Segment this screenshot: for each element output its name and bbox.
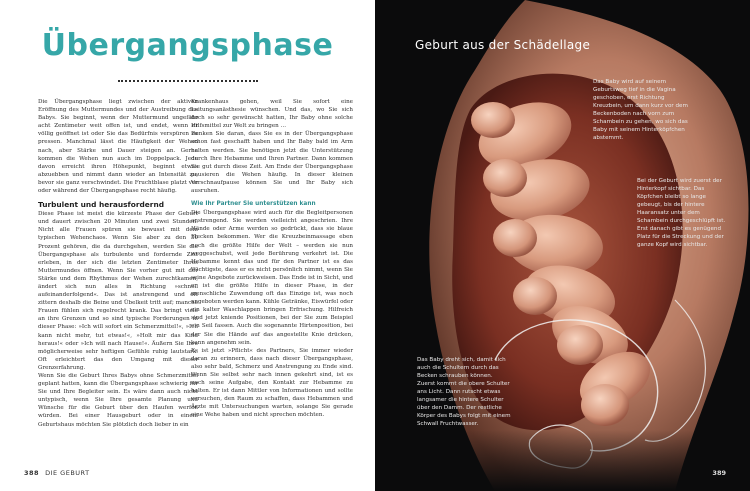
baby-head-6 [581, 384, 629, 426]
paragraph: Diese Phase ist meist die kürzeste Phase der Geburt und dauert zwischen 20 Minuten und zwei Stunden. Nicht alle Frauen spüren sie bewusst mit dem typischen Wehenchaos. Wenn Sie aber zu den 30 Prozent gehören, die da durchgehen, werden Sie die Übergangsphase als turbulente und fordernde Zeit erleben, in der sich die letzten Zentimeter Ihres Muttermundes öffnen. Wenn Sie vorher gut mit der Stärke und dem Rhythmus der Wehen zurechtkamen, ändert sich nun alles in Richtung »schnell aufeinanderfolgend«. Das ist anstrengend und oft zittern deshalb die Beine und Übelkeit tritt auf; manche Frauen fühlen sich regelrecht krank. Das bringt viele an ihre Grenzen und so sind typische Forderungen in dieser Phase: »Ich will sofort ein Schmerzmittel!«, »Ich kann nicht mehr, tut etwas!«, »Holt mir das Kind heraus!« oder »Ich will nach Hause!«. Äußern Sie Ihre möglicherweise sehr heftigen Gefühle ruhig lautstark. Oft erleichtert das den Umgang mit dieser Grenzerfahrung. [38, 211, 198, 371]
page-title: Übergangsphase [41, 28, 334, 63]
right-page [375, 0, 750, 491]
subheading: Turbulent und herausfordernd [38, 200, 164, 210]
illustration-title: Geburt aus der Schädellage [415, 38, 591, 52]
caption-3: Das Baby dreht sich, damit sich auch die Schultern durch das Becken schrauben können. Zuerst kommt die obere Schulter ans Licht. Dann rutscht etwas langsamer die hintere Schulter über den Damm. Der restliche Körper des Babys folgt mit einem Schwall Fruchtwasser. [417, 357, 511, 427]
subheading-small: Wie Ihr Partner Sie unterstützen kann [191, 201, 316, 208]
page-footer-left [24, 469, 90, 477]
paragraph: Es ist jetzt »Pflicht« des Partners, Sie immer wieder daran zu erinnern, dass nach dieser Übergangsphase, also sehr bald, Schmerz und Anstrengung zu Ende sind. Wenn Sie selbst sehr nach innen gekehrt sind, ist es auch seine Aufgabe, den Kontakt zur Hebamme zu halten. Er ist dann Mittler von Informationen und sollte versuchen, den Raum zu schaffen, dass Hebammen und Ärzte mit Untersuchungen warten, solange Sie gerade eine Wehe haben und nicht sprechen möchten. [191, 347, 353, 419]
baby-head-3 [493, 219, 537, 257]
paragraph: Die Übergangsphase liegt zwischen der aktiven Eröffnung des Muttermundes und der Austreibung des Babys. Sie beginnt, wenn der Muttermund ungefähr acht Zentimeter weit offen ist, und endet, wenn er völlig geöffnet ist oder Sie das Bedürfnis verspüren zu pressen. Manchmal lässt die Häufigkeit der Wehen nach, aber Stärke und Dauer steigen an. Gerne kommen die Wehen nun auch im Doppelpack. Jede davon erreicht ihren Höhepunkt, beginnt etwas abzuebben und nimmt dann wieder an Intensität zu, bevor sie ganz verschwindet. Die Fruchtblase platzt vor oder während der Übergangsphase recht häufig. [38, 99, 198, 195]
caption-2: Bei der Geburt wird zuerst der Hinterkopf sichtbar. Das Köpfchen bleibt so lange gebeugt, bis der hintere Haaransatz unter dem Schambein durchgeschlüpft ist. Erst danach gibt es genügend Platz für die Streckung und der ganze Kopf wird sichtbar. [637, 178, 726, 248]
paragraph: Die Übergangsphase wird auch für die Begleitpersonen anstrengend. Sie werden vielleicht angeschrien. Ihre Hände oder Arme werden so gedrückt, dass sie blaue Flecken bekommen. Wer die Kreuzbeinmassage eben noch die größte Hilfe der Welt – werden sie nun weggeschubst, weil jede Berührung verkehrt ist. Die Hebamme kennt das und für den Partner ist es das Wichtigste, dass er es nicht persönlich nimmt, wenn Sie seine Angebote zurückweisen. Das Ende ist in Sicht, und er ist die größte Hilfe in dieser Phase, in der menschliche Zuwendung oft das Einzige ist, was noch angeboten werden kann. Kühle Getränke, Eiswürfel oder ein kalter Waschlappen bringen Erfrischung. Hilfreich sind jetzt kniende Positionen, bei der Sie zum Beispiel ein Seil fassen. Auch die sogenannte Hirtenposition, bei der Sie die Hände auf das angestellte Knie drücken, kann angenehm sein. [191, 210, 353, 346]
page-number: 388 [24, 469, 40, 477]
text-column-left [38, 98, 198, 429]
caption-1: Das Baby wird auf seinem Geburtsweg tief in die Vagina geschoben, erst Richtung Kreuzbein, um dann kurz vor dem Beckenboden nach vorn zum Schambein zu gehen, wo sich das Baby mit seinem Hinterköpfchen abstemmt. [593, 79, 688, 141]
baby-head-5 [557, 325, 603, 365]
paragraph: Denken Sie daran, dass Sie es in der Übergangsphase schon fast geschafft haben und Ihr Baby bald im Arm halten werden. Sie benötigen jetzt die Unterstützung durch Ihre Hebamme und Ihren Partner. Dann kommen Sie gut durch diese Zeit. Am Ende der Übergangsphase pausieren die Wehen häufig. In dieser kleinen Verschnaufpause können Sie und Ihr Baby sich ausruhen. [191, 131, 353, 195]
paragraph: Krankenhaus gehen, weil Sie sofort eine Leitungsanästhesie wünschen. Und das, wo Sie sich doch so sehr gewünscht hatten, Ihr Baby ohne solche Hilfsmittel zur Welt zu bringen … [191, 99, 353, 130]
dotted-divider [118, 80, 258, 82]
chapter-name: DIE GEBURT [45, 469, 90, 477]
baby-head-1 [471, 102, 515, 138]
baby-head-4 [513, 277, 557, 315]
page-number: 389 [712, 469, 726, 477]
paragraph: Wenn Sie die Geburt Ihres Babys ohne Schmerzmittel geplant hatten, kann die Übergangsphase schwierig für Sie und Ihre Begleiter sein. Es wäre dann auch nicht untypisch, wenn Sie Ihre gesamte Planung und Wünsche für die Geburt über den Haufen werfen würden. Bei einer Hausgeburt oder in einem Geburtshaus möchten Sie plötzlich doch lieber in ein [38, 373, 198, 428]
baby-head-2 [483, 159, 527, 197]
text-column-right [191, 98, 353, 420]
bottom-shadow [375, 430, 750, 491]
